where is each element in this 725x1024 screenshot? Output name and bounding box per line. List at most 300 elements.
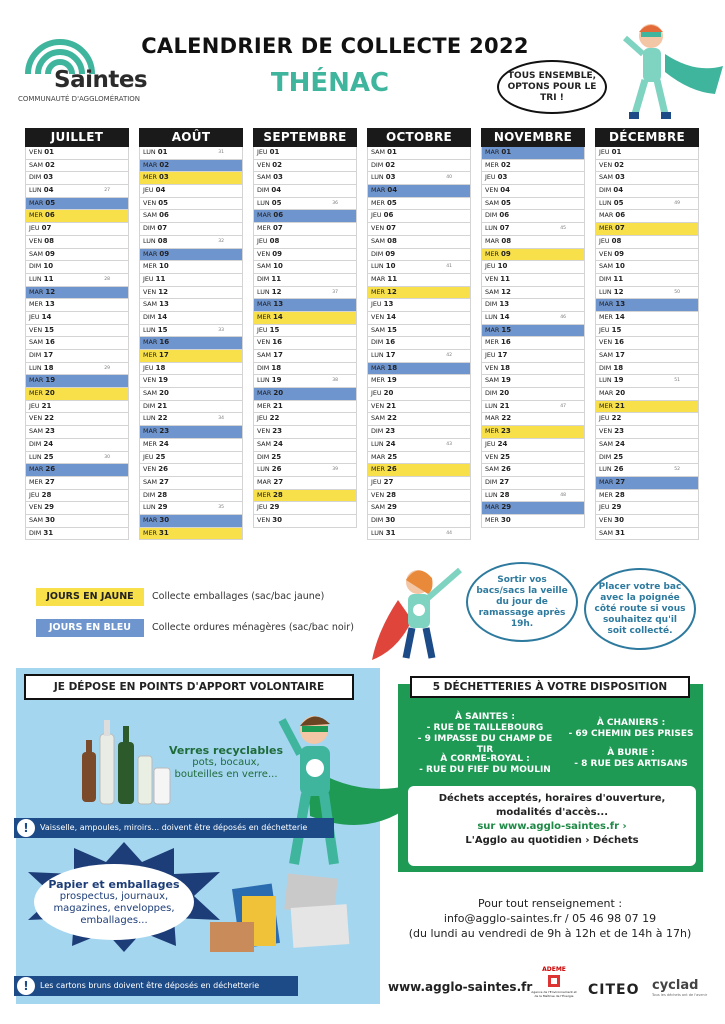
day-number: 22 — [387, 414, 397, 423]
burie-address: - 8 RUE DES ARTISANS — [574, 759, 688, 769]
day-cell — [595, 312, 699, 325]
day-cell — [25, 363, 129, 376]
day-cell — [25, 388, 129, 401]
day-cell — [139, 413, 243, 426]
week-number: 45 — [560, 226, 566, 232]
dechetteries-info-box — [408, 786, 696, 866]
day-number: 05 — [45, 198, 56, 207]
day-number: 29 — [387, 503, 397, 512]
day-cell — [139, 223, 243, 236]
day-number: 04 — [43, 186, 54, 195]
day-number: 23 — [45, 427, 55, 436]
agglo-website-link[interactable]: sur www.agglo-saintes.fr › — [477, 821, 627, 832]
weekday-label: DIM — [257, 363, 270, 372]
glass-title: Verres recyclables — [168, 744, 283, 757]
weekday-label: MAR — [485, 325, 500, 334]
day-cell — [253, 210, 357, 223]
weekday-label: SAM — [257, 262, 272, 271]
day-cell — [25, 210, 129, 223]
day-number: 02 — [501, 160, 511, 169]
day-cell — [481, 274, 585, 287]
day-number: 22 — [269, 414, 280, 423]
day-number: 03 — [43, 173, 54, 182]
day-cell — [253, 172, 357, 185]
day-number: 02 — [159, 160, 170, 169]
day-cell — [139, 502, 243, 515]
day-number: 07 — [41, 224, 52, 233]
day-cell — [139, 274, 243, 287]
weekday-label: SAM — [29, 427, 44, 436]
weekday-label: DIM — [29, 262, 42, 271]
week-number: 52 — [674, 467, 680, 473]
weekday-label: JEU — [29, 490, 40, 499]
weekday-label: DIM — [371, 338, 384, 347]
week-number: 51 — [674, 378, 680, 384]
weekday-label: DIM — [371, 515, 384, 524]
day-number: 01 — [387, 148, 397, 156]
weekday-label: MER — [257, 224, 271, 233]
weekday-label: MER — [371, 287, 385, 296]
weekday-label: LUN — [257, 287, 270, 296]
corme-address: - RUE DU FIEF DU MOULIN — [419, 765, 551, 775]
dechetterie-saintes — [410, 712, 560, 756]
weekday-label: JEU — [599, 503, 610, 512]
day-cell — [481, 388, 585, 401]
day-cell — [595, 223, 699, 236]
day-cell — [481, 363, 585, 376]
weekday-label: LUN — [371, 262, 384, 271]
day-cell — [25, 160, 129, 173]
day-number: 14 — [499, 312, 510, 321]
day-cell — [595, 401, 699, 414]
day-cell — [253, 515, 357, 528]
day-cell — [253, 490, 357, 503]
day-cell — [139, 160, 243, 173]
day-cell — [367, 401, 471, 414]
week-number: 35 — [218, 505, 224, 511]
weekday-label: DIM — [257, 186, 270, 195]
weekday-label: VEN — [257, 338, 271, 347]
day-number: 17 — [159, 351, 169, 359]
day-cell — [481, 223, 585, 236]
day-number: 29 — [269, 503, 280, 512]
week-number: 43 — [446, 441, 452, 447]
day-number: 26 — [501, 465, 511, 474]
day-cell — [367, 388, 471, 401]
day-cell — [481, 452, 585, 465]
week-number: 29 — [104, 365, 110, 371]
day-cell — [367, 261, 471, 274]
day-cell — [139, 185, 243, 198]
weekday-label: SAM — [257, 173, 272, 182]
weekday-label: LUN — [143, 503, 156, 512]
day-cell — [367, 490, 471, 503]
day-cell — [253, 464, 357, 477]
week-number: 48 — [560, 492, 566, 498]
day-number: 12 — [45, 287, 56, 296]
weekday-label: VEN — [257, 427, 271, 436]
day-cell — [595, 502, 699, 515]
legend-blue-tag: JOURS EN BLEU — [36, 619, 144, 637]
day-number: 09 — [501, 249, 511, 258]
month-header: DÉCEMBRE — [595, 128, 699, 147]
day-cell — [595, 452, 699, 465]
day-number: 30 — [385, 515, 396, 524]
weekday-label: JEU — [143, 186, 154, 195]
day-cell — [25, 287, 129, 300]
month-column — [139, 128, 243, 540]
day-cell — [139, 325, 243, 338]
weekday-label: MAR — [143, 515, 158, 524]
weekday-label: DIM — [599, 452, 612, 461]
day-number: 10 — [273, 262, 283, 271]
weekday-label: MAR — [29, 376, 44, 385]
weekday-label: LUN — [29, 186, 42, 195]
weekday-label: SAM — [485, 287, 500, 296]
weekday-label: MER — [599, 401, 613, 410]
day-number: 21 — [273, 401, 283, 410]
week-number: 40 — [446, 175, 452, 181]
day-number: 16 — [614, 338, 624, 347]
day-number: 16 — [45, 338, 55, 347]
weekday-label: DIM — [599, 186, 612, 195]
weekday-label: VEN — [29, 148, 43, 156]
day-cell — [253, 198, 357, 211]
weekday-label: SAM — [29, 160, 44, 169]
day-cell — [481, 160, 585, 173]
day-cell — [253, 312, 357, 325]
day-number: 30 — [45, 515, 55, 524]
day-cell — [253, 426, 357, 439]
day-cell — [139, 439, 243, 452]
weekday-label: JEU — [143, 363, 154, 372]
weekday-label: JEU — [599, 325, 610, 334]
weekday-label: LUN — [371, 528, 384, 537]
weekday-label: DIM — [29, 528, 42, 537]
chaniers-address: - 69 CHEMIN DES PRISES — [568, 729, 694, 739]
day-cell — [595, 236, 699, 249]
day-number: 19 — [613, 376, 624, 385]
day-number: 25 — [155, 452, 166, 461]
weekday-label: LUN — [599, 465, 612, 474]
weekday-label: MER — [371, 376, 385, 385]
day-cell — [595, 388, 699, 401]
day-number: 24 — [273, 439, 283, 448]
day-number: 16 — [501, 338, 511, 347]
weekday-label: JEU — [257, 503, 268, 512]
weekday-label: JEU — [485, 173, 496, 182]
weekday-label: DIM — [599, 274, 612, 283]
day-cell — [25, 261, 129, 274]
weekday-label: MER — [485, 515, 499, 524]
weekday-label: VEN — [599, 515, 613, 524]
month-header: SEPTEMBRE — [253, 128, 357, 147]
day-cell — [367, 464, 471, 477]
day-number: 28 — [615, 490, 625, 499]
day-number: 26 — [387, 465, 397, 474]
day-cell — [367, 299, 471, 312]
month-column — [25, 128, 129, 540]
day-number: 21 — [615, 401, 625, 410]
weekday-label: MER — [485, 427, 499, 436]
day-cell — [139, 452, 243, 465]
contact-email-phone[interactable]: info@agglo-saintes.fr / 05 46 98 07 19 — [443, 912, 657, 925]
day-cell — [253, 249, 357, 262]
day-cell — [481, 261, 585, 274]
day-number: 11 — [43, 274, 54, 283]
warning-icon: ! — [17, 819, 35, 837]
day-cell — [481, 426, 585, 439]
day-number: 01 — [44, 148, 54, 156]
glass-warning-text: Vaisselle, ampoules, miroirs... doivent être déposés en déchetterie — [40, 823, 308, 832]
tip-bubble-1: Sortir vos bacs/sacs la veille du jour de ramassage après 19h. — [466, 562, 578, 642]
day-number: 20 — [273, 389, 284, 398]
day-cell — [595, 299, 699, 312]
day-cell — [139, 287, 243, 300]
weekday-label: VEN — [29, 414, 43, 423]
weekday-label: DIM — [29, 351, 42, 359]
weekday-label: LUN — [143, 414, 156, 423]
weekday-label: DIM — [29, 173, 42, 182]
day-cell — [253, 375, 357, 388]
day-cell — [25, 426, 129, 439]
weekday-label: SAM — [485, 376, 500, 385]
weekday-label: MER — [599, 312, 613, 321]
day-number: 20 — [45, 389, 55, 398]
day-number: 17 — [615, 351, 625, 359]
day-cell — [25, 236, 129, 249]
day-number: 27 — [159, 477, 169, 486]
day-cell — [595, 464, 699, 477]
day-number: 19 — [501, 376, 511, 385]
day-cell — [595, 350, 699, 363]
weekday-label: DIM — [485, 211, 498, 220]
weekday-label: MAR — [371, 186, 386, 195]
day-cell — [595, 160, 699, 173]
day-number: 07 — [499, 224, 510, 233]
day-number: 30 — [501, 515, 511, 524]
day-number: 05 — [271, 198, 282, 207]
day-number: 30 — [159, 515, 170, 524]
day-cell — [595, 375, 699, 388]
ademe-logo — [530, 966, 578, 1006]
glass-items: pots, bocaux, bouteilles en verre... — [174, 757, 278, 780]
day-number: 25 — [387, 452, 398, 461]
day-number: 25 — [613, 452, 624, 461]
weekday-label: SAM — [599, 439, 614, 448]
day-cell — [25, 274, 129, 287]
day-number: 26 — [158, 465, 168, 474]
weekday-label: MER — [485, 160, 499, 169]
weekday-label: DIM — [143, 224, 156, 233]
day-cell — [253, 160, 357, 173]
weekday-label: MAR — [143, 160, 158, 169]
weekday-label: SAM — [143, 211, 158, 220]
day-number: 05 — [501, 198, 511, 207]
weekday-label: DIM — [485, 300, 498, 309]
day-number: 12 — [158, 287, 168, 296]
day-cell — [481, 477, 585, 490]
day-number: 07 — [157, 224, 168, 233]
weekday-label: SAM — [371, 414, 386, 423]
day-number: 07 — [273, 224, 283, 233]
weekday-label: MAR — [371, 452, 386, 461]
day-number: 07 — [615, 224, 625, 233]
day-cell — [25, 413, 129, 426]
weekday-label: MER — [485, 249, 499, 258]
day-cell — [481, 490, 585, 503]
weekday-label: LUN — [371, 173, 384, 182]
day-cell — [595, 210, 699, 223]
day-cell — [481, 249, 585, 262]
week-number: 46 — [560, 314, 566, 320]
weekday-label: MER — [29, 211, 43, 220]
week-number: 37 — [332, 289, 338, 295]
weekday-label: LUN — [485, 224, 498, 233]
day-number: 17 — [497, 351, 508, 359]
day-cell — [25, 490, 129, 503]
day-number: 13 — [499, 300, 510, 309]
day-cell — [25, 198, 129, 211]
dechetterie-burie — [566, 748, 696, 770]
day-cell — [253, 350, 357, 363]
paper-info — [34, 864, 194, 940]
day-number: 28 — [157, 490, 168, 499]
week-number: 36 — [332, 200, 338, 206]
dechetteries-heading: 5 DÉCHETTERIES À VOTRE DISPOSITION — [410, 676, 690, 698]
day-cell — [25, 312, 129, 325]
day-number: 19 — [45, 376, 56, 385]
day-number: 09 — [45, 249, 55, 258]
day-number: 28 — [41, 490, 52, 499]
day-number: 30 — [614, 515, 624, 524]
week-number: 27 — [104, 188, 110, 194]
day-cell — [481, 198, 585, 211]
dechetterie-corme-royal — [410, 754, 560, 776]
day-cell — [481, 236, 585, 249]
day-number: 24 — [43, 439, 54, 448]
day-cell — [253, 363, 357, 376]
weekday-label: MER — [143, 351, 157, 359]
day-number: 01 — [269, 148, 280, 156]
day-cell — [25, 185, 129, 198]
weekday-label: SAM — [29, 338, 44, 347]
weekday-label: VEN — [599, 249, 613, 258]
day-cell — [253, 287, 357, 300]
day-number: 27 — [383, 477, 394, 486]
weekday-label: DIM — [257, 274, 270, 283]
day-cell — [367, 452, 471, 465]
cyclad-name: cyclad — [652, 978, 699, 993]
day-cell — [139, 350, 243, 363]
day-cell — [367, 236, 471, 249]
page-title: CALENDRIER DE COLLECTE 2022 — [141, 34, 529, 58]
weekday-label: MER — [257, 401, 271, 410]
day-number: 04 — [271, 186, 282, 195]
weekday-label: VEN — [485, 363, 499, 372]
day-number: 08 — [501, 236, 512, 245]
day-cell — [595, 477, 699, 490]
day-number: 05 — [158, 198, 168, 207]
week-number: 32 — [218, 238, 224, 244]
day-number: 18 — [387, 363, 398, 372]
day-cell — [253, 388, 357, 401]
weekday-label: LUN — [143, 325, 156, 334]
day-cell — [367, 312, 471, 325]
weekday-label: VEN — [143, 287, 157, 296]
day-cell — [253, 185, 357, 198]
footer-website-link[interactable]: www.agglo-saintes.fr — [388, 980, 533, 994]
day-cell — [481, 185, 585, 198]
weekday-label: MER — [29, 300, 43, 309]
day-number: 09 — [159, 249, 170, 258]
day-number: 11 — [613, 274, 624, 283]
month-column — [367, 128, 471, 540]
day-number: 08 — [157, 236, 168, 245]
day-number: 03 — [497, 173, 508, 182]
day-number: 26 — [45, 465, 56, 474]
day-number: 08 — [44, 236, 54, 245]
day-cell — [253, 337, 357, 350]
day-number: 30 — [272, 515, 282, 524]
weekday-label: DIM — [371, 249, 384, 258]
weekday-label: MAR — [599, 300, 614, 309]
day-cell — [25, 528, 129, 541]
cyclad-tagline: Tous les déchets ont de l'avenir — [652, 993, 708, 997]
day-cell — [481, 439, 585, 452]
weekday-label: JEU — [485, 351, 496, 359]
day-number: 13 — [273, 300, 284, 309]
day-cell — [481, 172, 585, 185]
paper-title: Papier et emballages — [48, 877, 180, 891]
week-number: 38 — [332, 378, 338, 384]
day-cell — [139, 236, 243, 249]
month-header: JUILLET — [25, 128, 129, 147]
day-number: 26 — [613, 465, 624, 474]
day-number: 06 — [159, 211, 169, 220]
day-cell — [481, 312, 585, 325]
weekday-label: MAR — [599, 211, 614, 220]
day-number: 11 — [271, 274, 282, 283]
weekday-label: LUN — [143, 236, 156, 245]
weekday-label: MAR — [257, 477, 272, 486]
day-number: 22 — [611, 414, 622, 423]
day-number: 12 — [387, 287, 397, 296]
weekday-label: VEN — [371, 401, 385, 410]
weekday-label: DIM — [485, 477, 498, 486]
day-number: 04 — [500, 186, 510, 195]
weekday-label: LUN — [29, 452, 42, 461]
contact-hours: (du lundi au vendredi de 9h à 12h et de 14h à 17h) — [408, 927, 692, 940]
day-cell — [481, 210, 585, 223]
day-cell — [253, 236, 357, 249]
day-number: 14 — [157, 312, 168, 321]
day-number: 08 — [387, 236, 397, 245]
weekday-label: MER — [371, 465, 385, 474]
weekday-label: JEU — [371, 300, 382, 309]
day-number: 31 — [385, 528, 396, 537]
contact-line-1: Pour tout renseignement : — [477, 897, 623, 910]
weekday-label: SAM — [371, 236, 386, 245]
day-number: 21 — [499, 401, 510, 410]
weekday-label: LUN — [257, 465, 270, 474]
day-cell — [595, 287, 699, 300]
weekday-label: MER — [257, 312, 271, 321]
saintes-city: À SAINTES : — [455, 712, 515, 722]
weekday-label: LUN — [257, 376, 270, 385]
day-number: 01 — [611, 148, 622, 156]
day-number: 10 — [615, 262, 625, 271]
